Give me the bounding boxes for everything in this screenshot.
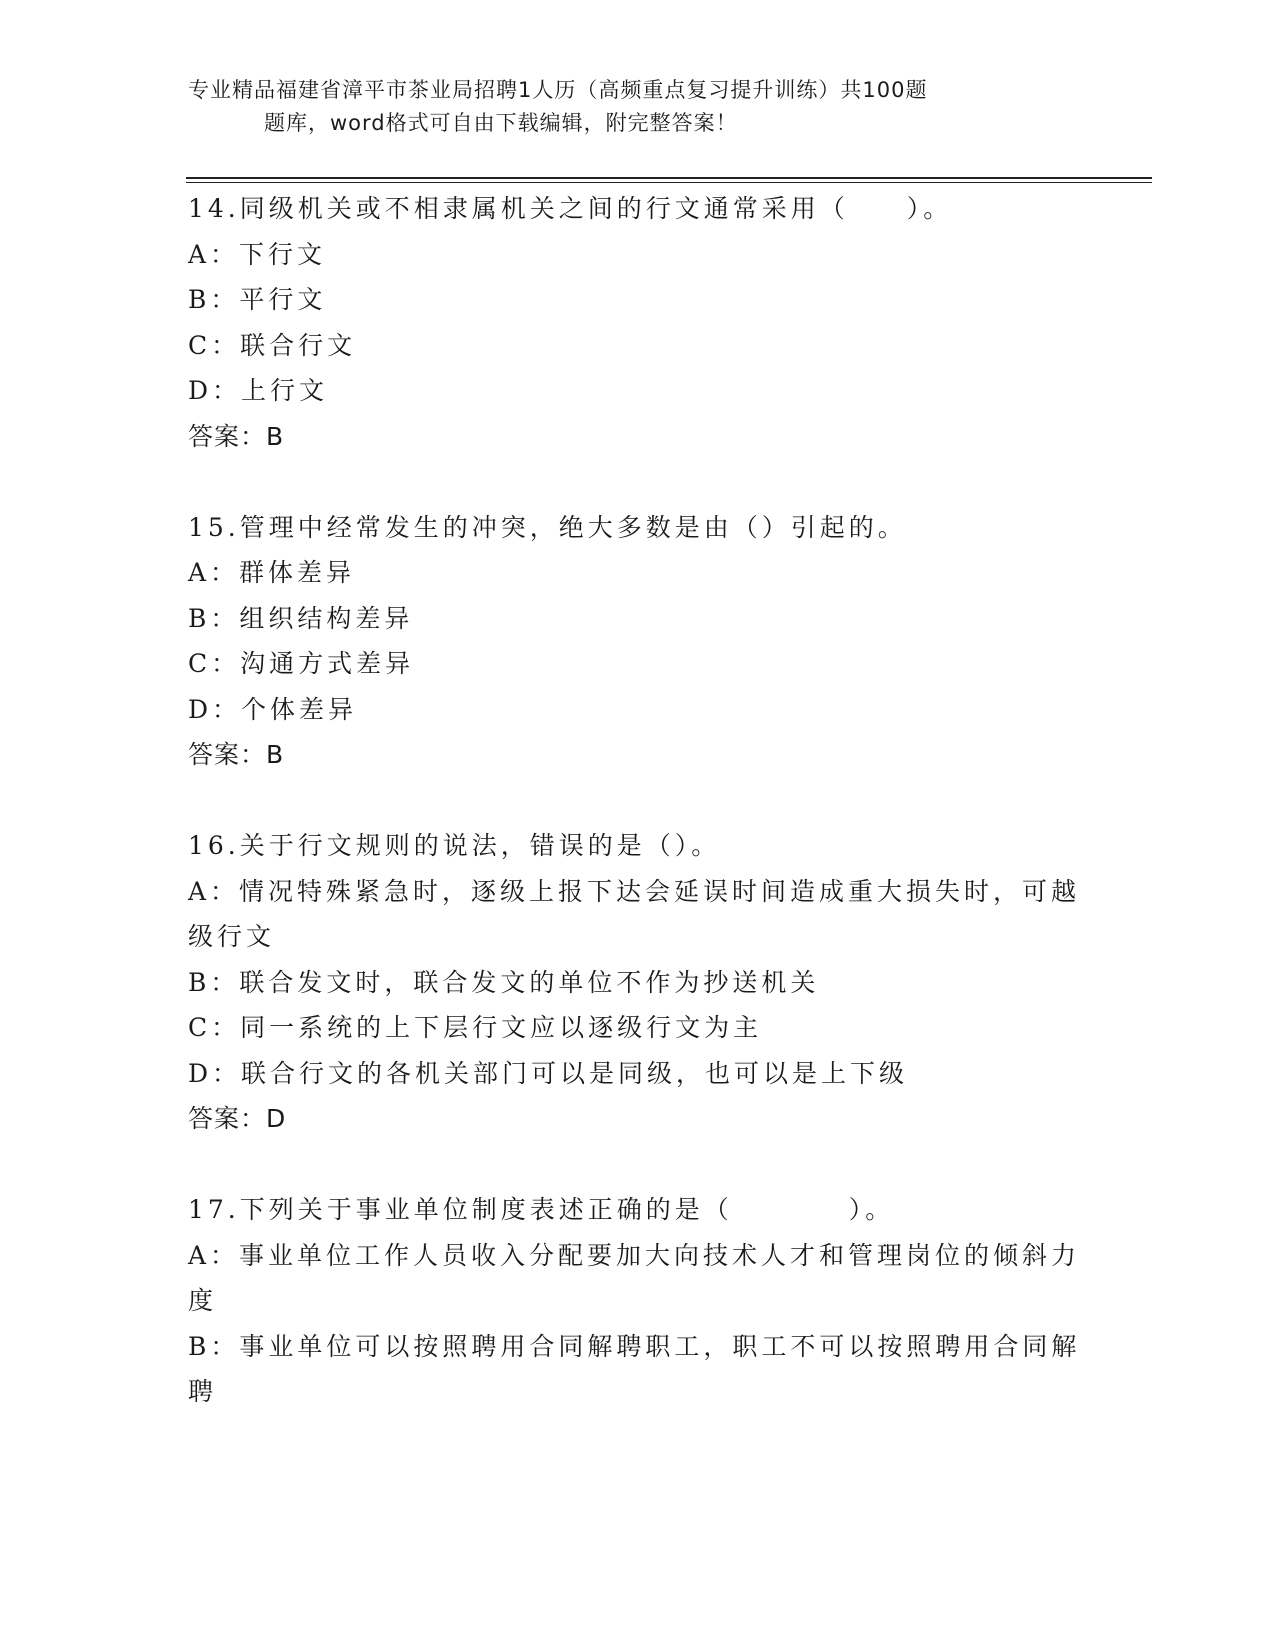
option-c: C：同一系统的上下层行文应以逐级行文为主: [188, 1013, 763, 1042]
option-b: B：联合发文时，联合发文的单位不作为抄送机关: [188, 967, 820, 997]
header-title-line1: 专业精品福建省漳平市茶业局招聘1人历（高频重点复习提升训练）共100题: [188, 78, 928, 102]
option-d: D：上行文: [188, 376, 329, 405]
option-c: C：沟通方式差异: [188, 649, 415, 678]
header-divider-thick: [186, 177, 1152, 179]
option-b: B：平行文: [188, 285, 327, 314]
header-title-line2: 题库，word格式可自由下载编辑，附完整答案！: [264, 111, 738, 135]
option-b: B：事业单位可以按照聘用合同解聘职工，职工不可以按照聘用合同解聘: [188, 1331, 1081, 1406]
answer-text: 答案：B: [188, 740, 285, 769]
option-a: A：情况特殊紧急时，逐级上报下达会延误时间造成重大损失时，可越级行文: [188, 876, 1081, 951]
question-item: [188, 1187, 1088, 1415]
option-a: A：事业单位工作人员收入分配要加大向技术人才和管理岗位的倾斜力度: [188, 1240, 1081, 1315]
question-item: [188, 186, 1088, 459]
question-gap: [188, 459, 1088, 505]
answer-text: 答案：D: [188, 1104, 287, 1133]
question-gap: [188, 778, 1088, 824]
question-list: [188, 186, 1088, 1415]
header-divider-thin: [186, 182, 1152, 183]
option-c: C：联合行文: [188, 330, 357, 360]
answer-text: 答案：B: [188, 421, 285, 451]
option-a: A：下行文: [188, 239, 327, 269]
document-header: [188, 74, 1048, 140]
question-stem: 14.同级机关或不相隶属机关之间的行文通常采用（ ）。: [188, 194, 953, 223]
option-d: D：联合行文的各机关部门可以是同级，也可以是上下级: [188, 1058, 909, 1088]
question-stem: 15.管理中经常发生的冲突，绝大多数是由（）引起的。: [188, 512, 907, 542]
question-item: [188, 823, 1088, 1142]
option-a: A：群体差异: [188, 558, 356, 587]
question-stem: 16.关于行文规则的说法，错误的是（）。: [188, 831, 721, 860]
option-d: D：个体差异: [188, 694, 358, 724]
question-stem: 17.下列关于事业单位制度表述正确的是（ ）。: [188, 1195, 895, 1224]
option-b: B：组织结构差异: [188, 603, 414, 633]
question-item: [188, 505, 1088, 778]
question-gap: [188, 1142, 1088, 1188]
